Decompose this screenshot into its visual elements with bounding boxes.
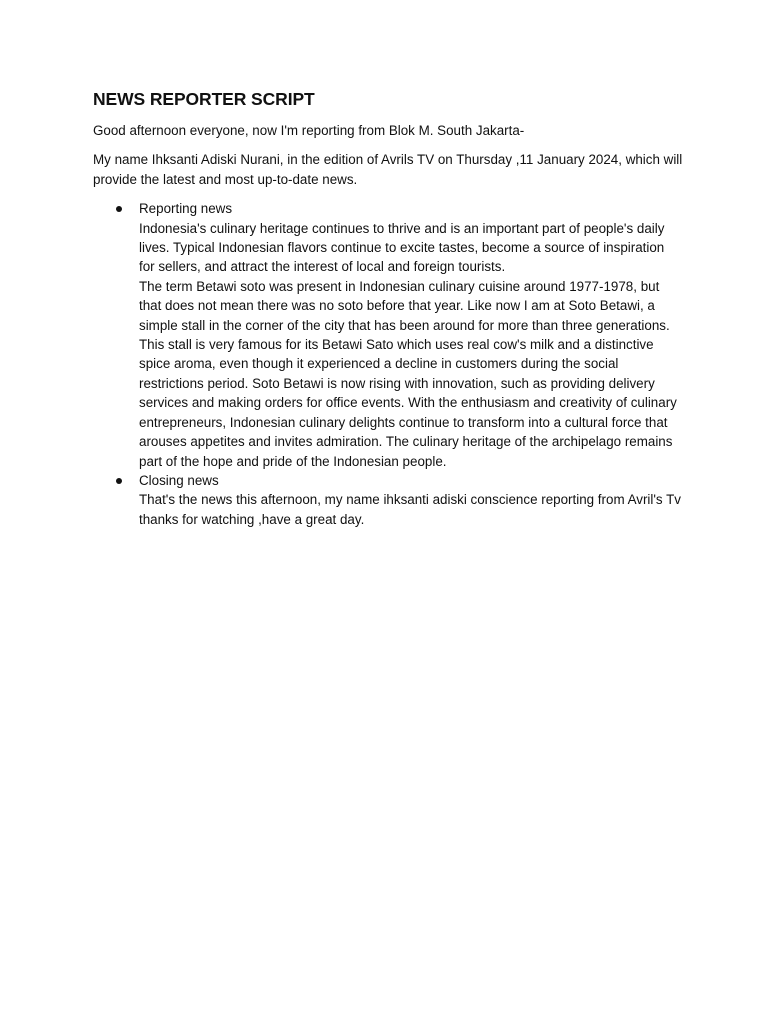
bullet-icon xyxy=(116,478,122,484)
section-heading: Reporting news xyxy=(139,201,233,217)
bullet-icon xyxy=(116,206,122,212)
bullet-list xyxy=(93,199,683,529)
section-heading: Closing news xyxy=(139,472,219,488)
list-item-reporting-news xyxy=(93,199,683,471)
document-page xyxy=(93,88,683,529)
section-body: Indonesia's culinary heritage continues to thrive and is an important part of people's daily lives. Typical Indonesian flavors continue to excite tastes, become a source of inspiration for sellers, and attract the interest of local and foreign tourists. xyxy=(139,220,665,275)
list-item-closing-news xyxy=(93,471,683,529)
section-body: The term Betawi soto was present in Indonesian culinary cuisine around 1977-1978, but that does not mean there was no soto before that year. Like now I am at Soto Betawi, a simple stall in the corner of the city that has been around for more than three generations. This stall is very famous for its Betawi Sato which uses real cow's milk and a distinctive spice aroma, even though it experienced a decline in customers during the social restrictions period. Soto Betawi is now rising with innovation, such as providing delivery services and making orders for office events. With the enthusiasm and creativity of culinary entrepreneurs, Indonesian culinary delights continue to transform into a cultural force that arouses appetites and invites admiration. The culinary heritage of the archipelago remains part of the hope and pride of the Indonesian people. xyxy=(139,278,677,469)
document-title: NEWS REPORTER SCRIPT xyxy=(93,89,315,109)
intro-paragraph: Good afternoon everyone, now I'm reporting from Blok M. South Jakarta- xyxy=(93,123,525,138)
byline-paragraph: My name Ihksanti Adiski Nurani, in the edition of Avrils TV on Thursday ,11 January 2024, which will provide the latest and most up-to-date news. xyxy=(93,152,683,187)
section-body: That's the news this afternoon, my name ihksanti adiski conscience reporting from Avril's Tv thanks for watching ,have a great day. xyxy=(139,492,681,527)
